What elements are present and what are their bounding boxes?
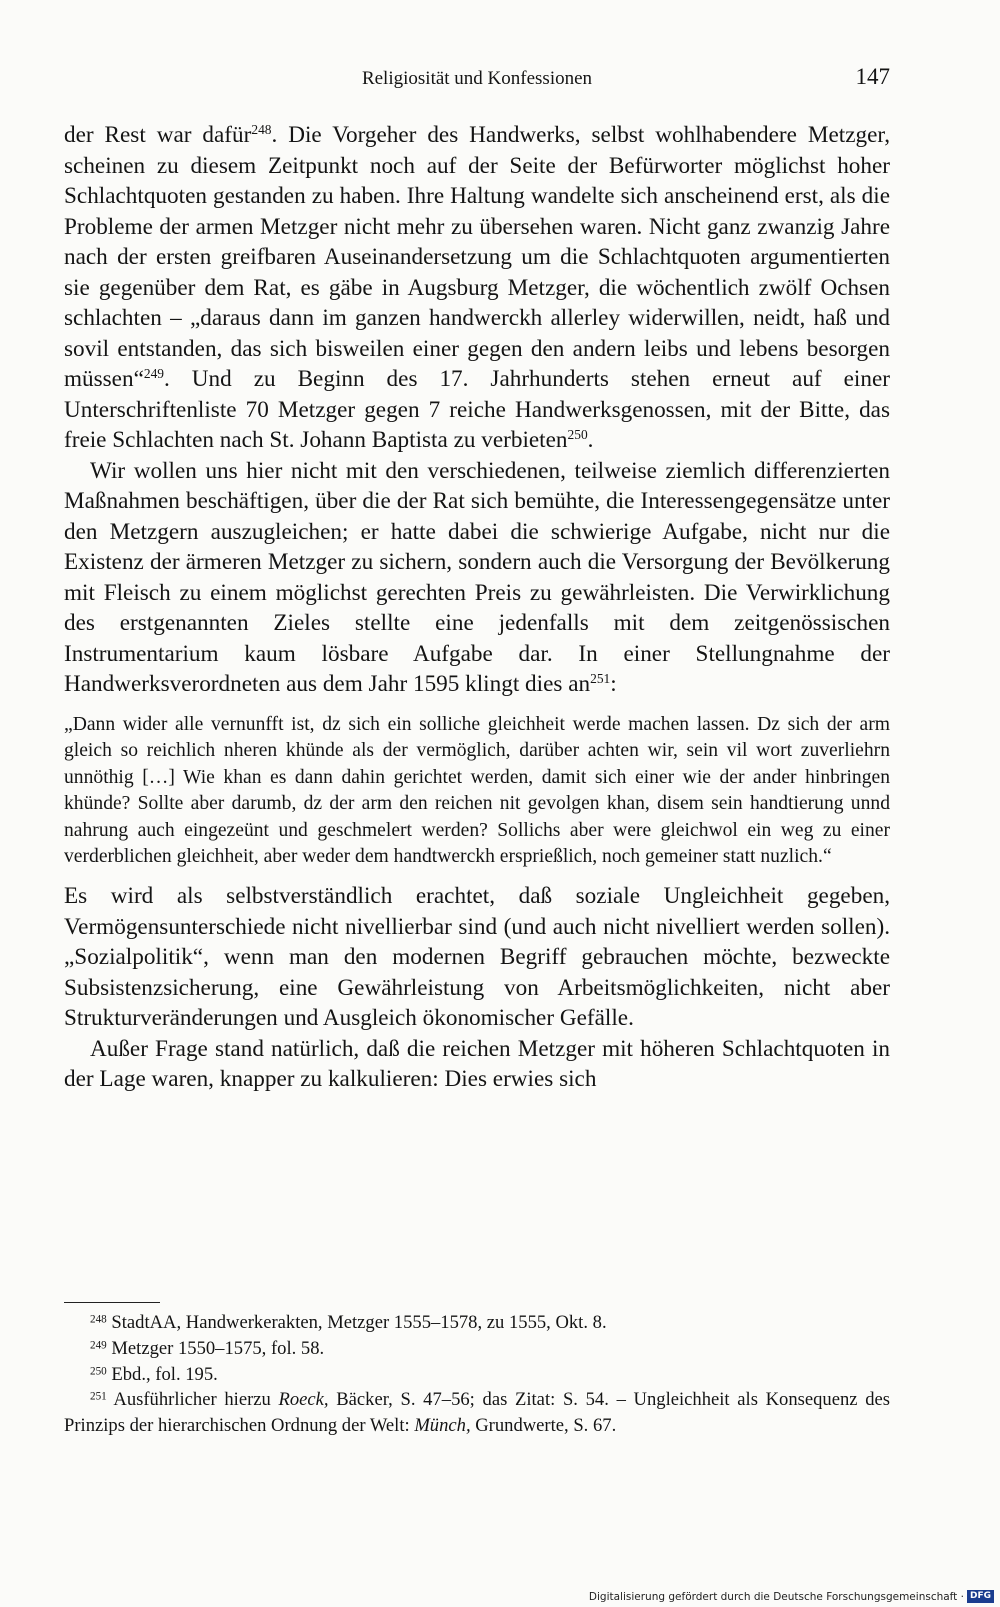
footnote-251 [64, 1387, 890, 1439]
block-quote: „Dann wider alle vernunfft ist, dz sich ein solliche gleichheit werde machen lassen. Dz sich der arm gleich so reichlich nheren khünde als der vermöglich, darüber achten wir, sein vil wort zuverliehrn unnöthig […] Wie khan es dann dahin gerichtet werden, damit sich einer wie der ander hinbringen khünde? Sollte aber darumb, dz der arm den reichen nit gevolgen khan, disem sein handtierung unnd nahrung auch eingezeünt und geschmelert werden? Sollichs aber were gleichwol ein weg zu einer verderblichen gleichheit, aber weder dem handtwerckh ersprießlich, noch gemeiner statt nuzlich.“ [64, 713, 890, 868]
main-text [64, 120, 890, 1095]
dfg-logo: DFG [967, 1590, 994, 1603]
footnote-text: Bäcker, S. 47–56; das Zitat: S. 54. – Ungleichheit als Konsequenz des Prinzips der hierarchischen Ordnung der Welt: [64, 1389, 890, 1437]
footnote-text: Ausführlicher hierzu [113, 1389, 279, 1411]
running-head [64, 62, 890, 96]
footnote-text: Metzger 1550–1575, fol. 58. [111, 1337, 325, 1359]
credit-text: Digitalisierung gefördert durch die Deutsche Forschungsgemeinschaft · [588, 1590, 964, 1603]
footnote-number: 248 [90, 1313, 107, 1326]
footnote-text: Grundwerte, S. 67. [470, 1415, 617, 1437]
digitization-credit [589, 1590, 994, 1603]
footnote-249 [64, 1336, 890, 1362]
text-run: . [587, 427, 594, 453]
text-run: der Rest war dafür [64, 122, 252, 148]
page-number: 147 [855, 64, 890, 89]
footnote-248 [64, 1310, 890, 1336]
paragraph-2 [64, 456, 890, 700]
footnotes [64, 1310, 890, 1439]
footnote-divider [64, 1302, 160, 1303]
paragraph-4: Außer Frage stand natürlich, daß die reichen Metzger mit höheren Schlachtquoten in der Lage waren, knapper zu kalkulieren: Dies erwies sich [64, 1035, 890, 1093]
paragraph-1 [64, 120, 890, 456]
footnote-ref-250: 250 [567, 426, 588, 442]
footnote-ref-249: 249 [143, 365, 165, 381]
author-name: Münch, [414, 1415, 471, 1437]
footnote-text: Ebd., fol. 195. [111, 1363, 218, 1385]
paragraph-3: Es wird als selbstverständlich erachtet, daß soziale Ungleichheit gegeben, Vermögensunterschiede nicht nivellierbar sind (und auch nicht nivelliert werden sollen). „Sozialpolitik“, wenn man den modernen Begriff gebrauchen möchte, bezweckte Subsistenzsicherung, eine Gewährleistung von Arbeitsmöglichkeiten, nicht aber Strukturveränderungen und Ausgleich ökonomischer Gefälle. [64, 883, 890, 1032]
footnote-ref-248: 248 [251, 121, 272, 137]
running-title: Religiosität und Konfessionen [361, 68, 593, 89]
footnote-number: 251 [90, 1390, 107, 1403]
footnote-number: 250 [90, 1365, 107, 1378]
footnote-250 [64, 1362, 890, 1388]
footnote-number: 249 [90, 1339, 107, 1352]
text-run: . Die Vorgeher des Handwerks, selbst wohlhabendere Metzger, scheinen zu diesem Zeitpunkt noch auf der Seite der Befürworter möglichst hoher Schlachtquoten gestanden zu haben. Ihre Haltung wandelte sich anscheinend erst, als die Probleme der armen Metzger nicht mehr zu übersehen waren. Nicht ganz zwanzig Jahre nach der ersten greifbaren Auseinandersetzung um die Schlachtquoten argumentierten sie gegenüber dem Rat, es gäbe in Augsburg Metzger, die wöchentlich zwölf Ochsen schlachten – „daraus dann im ganzen handwerckh allerley widerwillen, neidt, haß und sovil entstanden, das sich bisweilen einer gegen den andern leibs und lebens besorgen müssen“ [64, 122, 890, 392]
text-run: . Und zu Beginn des 17. Jahrhunderts stehen erneut auf einer Unterschriftenliste 70 Metzger gegen 7 reiche Handwerksgenossen, mit der Bitte, das freie Schlachten nach St. Johann Baptista zu verbieten [64, 366, 890, 453]
author-name: Roeck, [278, 1389, 329, 1411]
footnote-ref-251: 251 [590, 670, 611, 686]
text-run: Wir wollen uns hier nicht mit den verschiedenen, teilweise ziemlich differenzierten Maßnahmen beschäftigen, über die der Rat sich bemühte, die Interessengegensätze unter den Metzgern auszugleichen; er hatte dabei die schwierige Aufgabe, nicht nur die Existenz der ärmeren Metzger zu sichern, sondern auch die Versorgung der Bevölkerung mit Fleisch zu einem möglichst gerechten Preis zu gewährleisten. Die Verwirklichung des erstgenannten Zieles stellte eine jedenfalls mit dem zeitgenössischen Instrumentarium kaum lösbare Aufgabe dar. In einer Stellungnahme der Handwerksverordneten aus dem Jahr 1595 klingt dies an [64, 457, 890, 697]
text-run: : [610, 671, 617, 697]
footnote-text: StadtAA, Handwerkerakten, Metzger 1555–1578, zu 1555, Okt. 8. [111, 1312, 607, 1333]
